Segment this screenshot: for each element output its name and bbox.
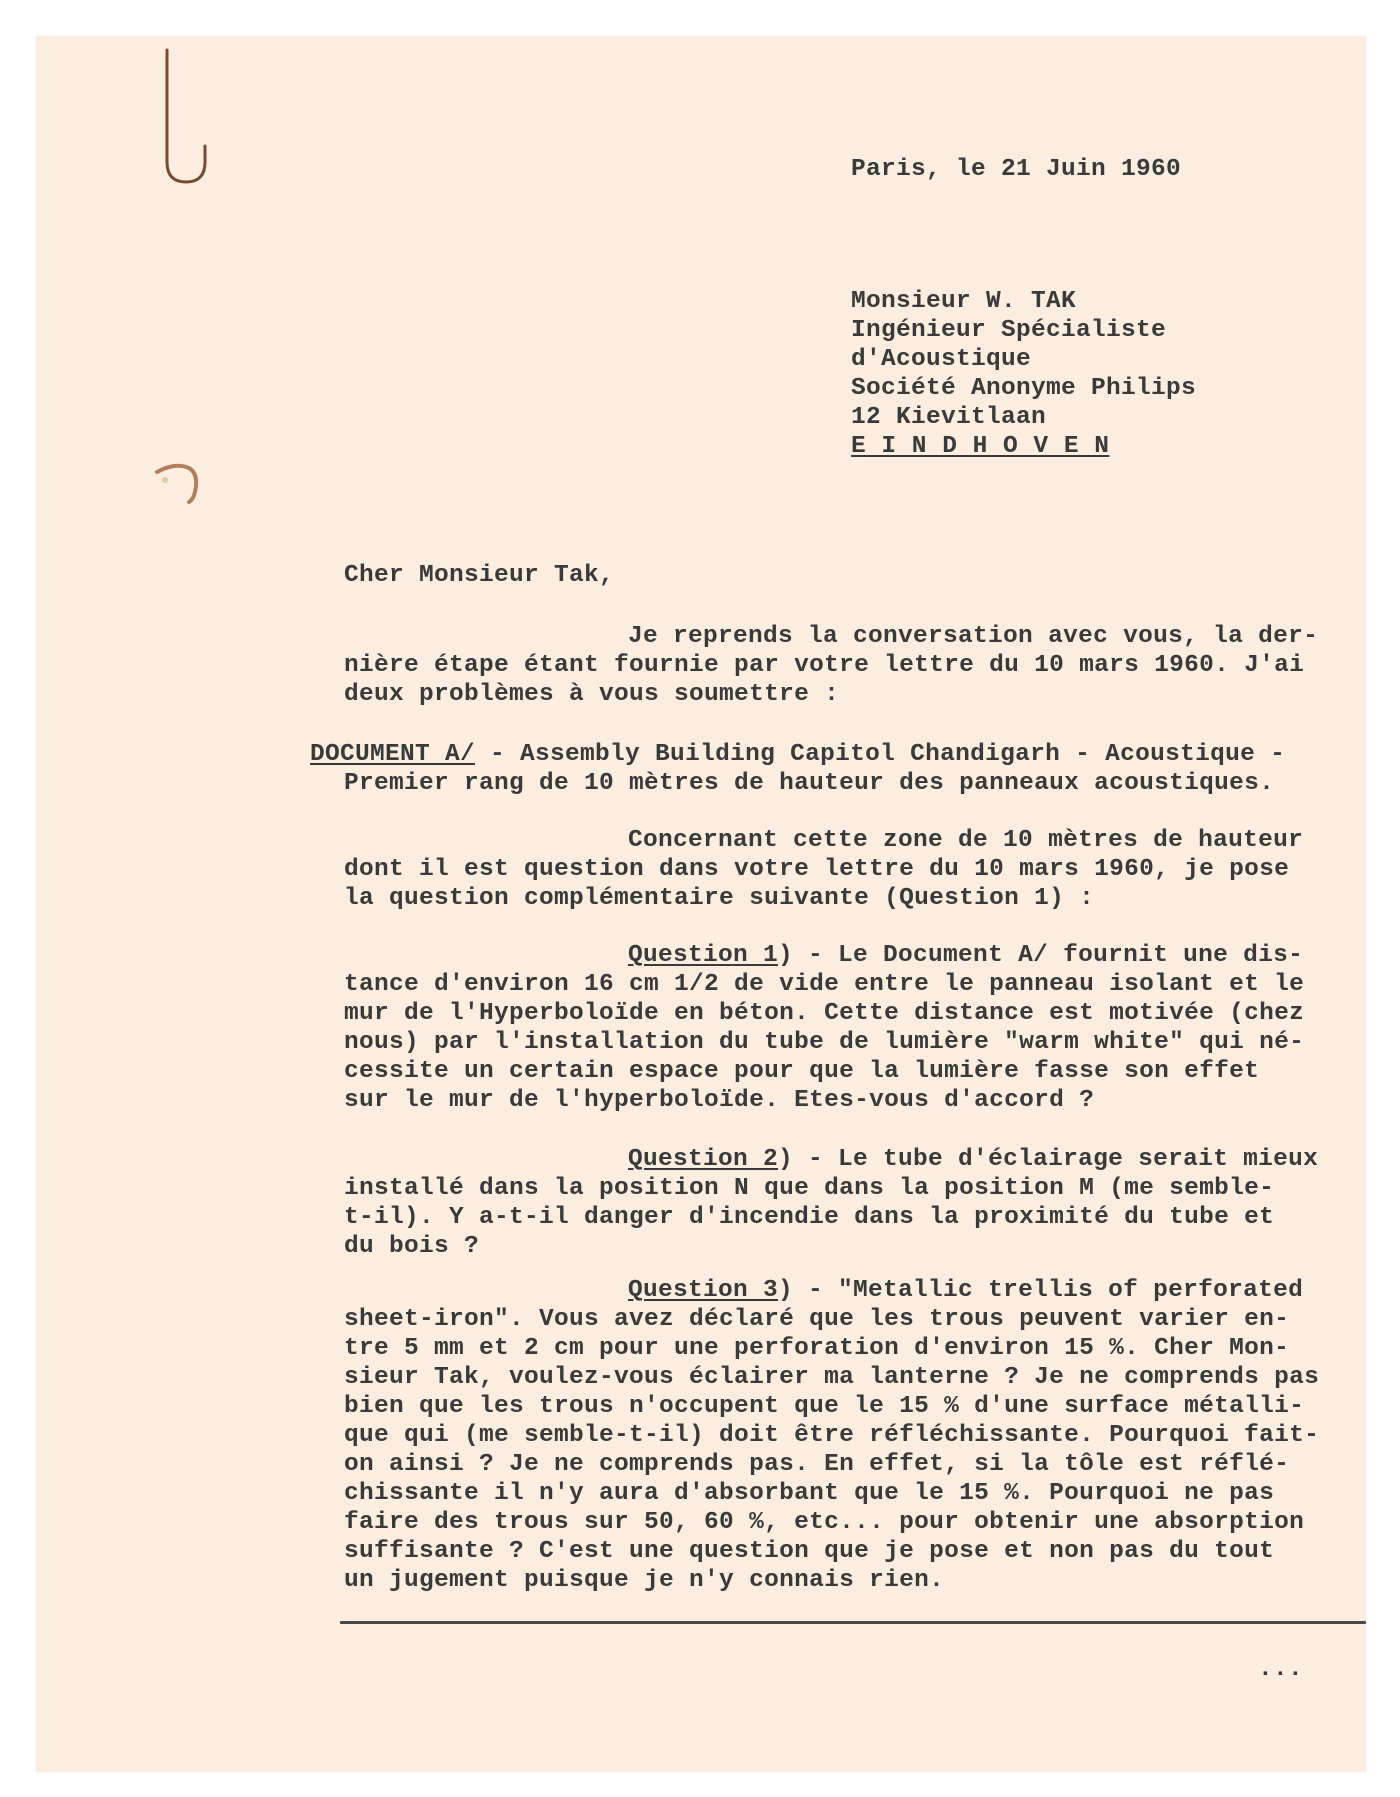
paragraph-line: sheet-iron". Vous avez déclaré que les trous peuvent varier en- — [344, 1306, 1290, 1333]
paragraph-line: on ainsi ? Je ne comprends pas. En effet, si la tôle est réflé- — [344, 1451, 1290, 1478]
paragraph-line: deux problèmes à vous soumettre : — [344, 681, 840, 708]
document-title: - Assembly Building Capitol Chandigarh - Acoustique - — [475, 741, 1286, 768]
paragraph-line: chissante il n'y aura d'absorbant que le 15 %. Pourquoi ne pas — [344, 1480, 1275, 1507]
address-line: d'Acoustique — [851, 346, 1032, 373]
address-line: Monsieur W. TAK — [851, 288, 1077, 315]
question-label: Question 3 — [628, 1277, 779, 1304]
horizontal-rule — [340, 1621, 1366, 1624]
paragraph-line: bien que les trous n'occupent que le 15 % d'une surface métalli- — [344, 1393, 1305, 1420]
paragraph-line: tance d'environ 16 cm 1/2 de vide entre le panneau isolant et le — [344, 971, 1305, 998]
question-label: Question 1 — [628, 942, 779, 969]
continuation-marker: ... — [1258, 1656, 1304, 1683]
paragraph-line: nous) par l'installation du tube de lumière "warm white" qui né- — [344, 1029, 1305, 1056]
paragraph-line: Je reprends la conversation avec vous, la der- — [628, 623, 1319, 650]
paragraph-line: un jugement puisque je n'y connais rien. — [344, 1567, 945, 1594]
paragraph-line: cessite un certain espace pour que la lumière fasse son effet — [344, 1058, 1260, 1085]
paragraph-line: tre 5 mm et 2 cm pour une perforation d'environ 15 %. Cher Mon- — [344, 1335, 1290, 1362]
paragraph-line: dont il est question dans votre lettre du 10 mars 1960, je pose — [344, 856, 1290, 883]
paperclip-mark-icon — [163, 42, 209, 187]
address-line: Ingénieur Spécialiste — [851, 317, 1167, 344]
paragraph-line: que qui (me semble-t-il) doit être réfléchissante. Pourquoi fait- — [344, 1422, 1320, 1449]
paragraph-line: sur le mur de l'hyperboloïde. Etes-vous d'accord ? — [344, 1087, 1095, 1114]
paragraph-line: t-il). Y a-t-il danger d'incendie dans la proximité du tube et — [344, 1204, 1275, 1231]
document-label: DOCUMENT A/ — [310, 741, 476, 768]
address-line: 12 Kievitlaan — [851, 404, 1047, 431]
document-line — [310, 740, 1285, 769]
address-city: E I N D H O V E N — [851, 433, 1110, 460]
document-subtitle: Premier rang de 10 mètres de hauteur des panneaux acoustiques. — [344, 770, 1275, 797]
question-heading — [628, 1276, 1303, 1305]
question-text: ) - Le tube d'éclairage serait mieux — [778, 1146, 1319, 1173]
paragraph-line: nière étape étant fournie par votre lettre du 10 mars 1960. J'ai — [344, 652, 1305, 679]
paragraph-line: Concernant cette zone de 10 mètres de hauteur — [628, 827, 1304, 854]
paragraph-line: mur de l'Hyperboloïde en béton. Cette distance est motivée (chez — [344, 1000, 1305, 1027]
paragraph-line: installé dans la position N que dans la position M (me semble- — [344, 1175, 1275, 1202]
letter-date: Paris, le 21 Juin 1960 — [851, 156, 1182, 183]
paragraph-line: sieur Tak, voulez-vous éclairer ma lanterne ? Je ne comprends pas — [344, 1364, 1320, 1391]
address-line: Société Anonyme Philips — [851, 375, 1197, 402]
question-heading — [628, 941, 1303, 970]
question-text: ) - Le Document A/ fournit une dis- — [778, 942, 1304, 969]
question-label: Question 2 — [628, 1146, 779, 1173]
question-text: ) - "Metallic trellis of perforated — [778, 1277, 1304, 1304]
paragraph-line: faire des trous sur 50, 60 %, etc... pour obtenir une absorption — [344, 1509, 1305, 1536]
question-heading — [628, 1145, 1318, 1174]
salutation: Cher Monsieur Tak, — [344, 562, 615, 589]
rust-stain-icon — [155, 460, 205, 510]
paragraph-line: du bois ? — [344, 1233, 480, 1260]
paragraph-line: la question complémentaire suivante (Question 1) : — [344, 885, 1095, 912]
paragraph-line: suffisante ? C'est une question que je pose et non pas du tout — [344, 1538, 1275, 1565]
